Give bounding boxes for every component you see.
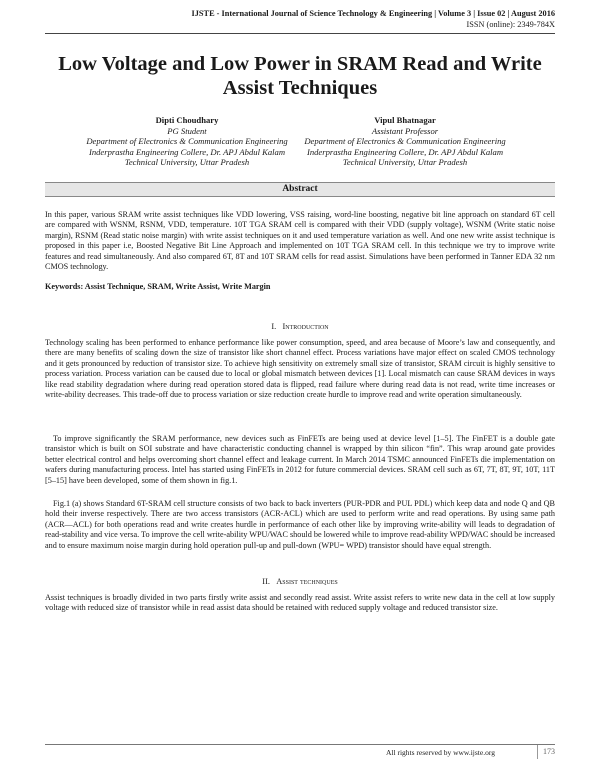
page-number: 173 (537, 745, 560, 759)
keywords: Keywords: Assist Technique, SRAM, Write Assist, Write Margin (45, 282, 271, 291)
abstract-heading: Abstract (45, 182, 555, 197)
footer-text: All rights reserved by www.ijste.org (386, 748, 495, 757)
author-department: Department of Electronics & Communication Engineering (86, 136, 288, 147)
journal-header: IJSTE - International Journal of Science Technology & Engineering | Volume 3 | Issue 02 | August 2016 (191, 9, 555, 18)
author-name: Vipul Bhatnagar (374, 115, 436, 125)
author-name: Dipti Choudhary (155, 115, 219, 125)
author-institution: Inderprastha Engineering Collere, Dr. APJ Abdul Kalam (306, 146, 504, 157)
author-role: Assistant Professor (371, 125, 439, 136)
section-number: I. (271, 322, 277, 331)
author-block-1 (72, 115, 302, 168)
paper-title: Low Voltage and Low Power in SRAM Read and Write Assist Techniques (58, 53, 542, 99)
author-university: Technical University, Uttar Pradesh (342, 157, 468, 168)
abstract-text: In this paper, various SRAM write assist techniques like VDD lowering, VSS raising, word-line boosting, negative bit line approach on standard 6T cell are compared with WSNM, RSNM, VDD, temperature. 10T TGA SRAM cell is compared with their VDD (supply voltage), WSNM (Write static noise margin), RSNM (Read static noise margin) with write assist techniques on it and used temperature variation as well. And one new write assist technique is proposed in this paper i.e, Boosted Negative Bit Line Approach and implemented on 10T TGA SRAM cell. In this technique we try to improve write features and read simultaneously. And also compared 6T, 8T and 10T SRAM cells for read assist. Simulations have been performed in Tanner EDA 32 nm CMOS technology. (45, 210, 555, 272)
intro-paragraph-1: Technology scaling has been performed to enhance performance like power consumption, speed, and area because of Moore’s law and consequently, and there are many benefits of scaling down the size of transistor like short channel effect. Process variations have major effect on scaled CMOS technology and it gets pronounced by reduction of transistor size. To achieve high sensitivity on extremely small size of transistor, SRAM circuit is highly sensitive to process variation. Process variation can be caused due to local or global mismatch between devices [1]. Local mismatch can cause SRAM devices in ways like read stability degradation where during read operation stored data is flipped, read failure where during read data is not read, write time increases or write-ability decreases. This trade-off due to process variation or size reduction create hurdle to improve read and write operation simultaneously. (45, 338, 555, 400)
section-title: Introduction (282, 322, 329, 331)
author-institution: Inderprastha Engineering Collere, Dr. APJ Abdul Kalam (88, 146, 286, 157)
author-university: Technical University, Uttar Pradesh (124, 157, 250, 168)
issn-label: ISSN (online): 2349-784X (466, 20, 555, 29)
intro-paragraph-3: Fig.1 (a) shows Standard 6T-SRAM cell structure consists of two back to back inverters (PUR-PDR and PUL PDL) which keep data and node Q and QB hold their inverse respectively. There are two access transistors (ACR-ACL) which are used to perform write and read operations. By using same path (ACR—ACL) for both operations read and write creates hurdle in performance of each other like by improving write-ability will leads to degradation of read-stability and vice versa. To improve the cell write-ability WPU/WAC should be lowered while to improve read-ability WPD/WAC should be increased and to ensure maximum noise margin during hold operation pull-up and pull-down (WPU= WPD) transistor should have equal strength. (45, 499, 555, 550)
author-department: Department of Electronics & Communication Engineering (304, 136, 506, 147)
intro-paragraph-2: To improve significantly the SRAM performance, new devices such as FinFETs are being used at device level [1–5]. The FinFET is a double gate transistor which is built on SOI substrate and have characteristic conducting channel is wrapped by thin silicon “fin”. This wrap around gate provides better electrical control and helps overcoming short channel effect and leakage current. In March 2014 TSMC announced FinFETs die implementation on wafers during manufacturing process. Intel has started using FinFETs in 2012 for future commercial devices. SRAM cell such as 6T, 7T, 8T, 9T, 10T, 11T [5–15] have been developed, some of them shown in fig.1. (45, 434, 555, 485)
footer-rule (45, 744, 555, 745)
section-heading-assist-techniques (45, 577, 555, 587)
section-number: II. (262, 577, 270, 586)
assist-paragraph-1: Assist techniques is broadly divided in two parts firstly write assist and secondly read assist. Write assist refers to write new data in the cell at low supply voltage with reduced size of transistor while in read assist data should be retained with reduced supply voltage and reduced transistor size. (45, 593, 555, 613)
section-heading-introduction (45, 322, 555, 332)
author-block-2 (290, 115, 520, 168)
author-role: PG Student (167, 125, 207, 136)
section-title: Assist techniques (276, 577, 338, 586)
header-rule (45, 33, 555, 34)
